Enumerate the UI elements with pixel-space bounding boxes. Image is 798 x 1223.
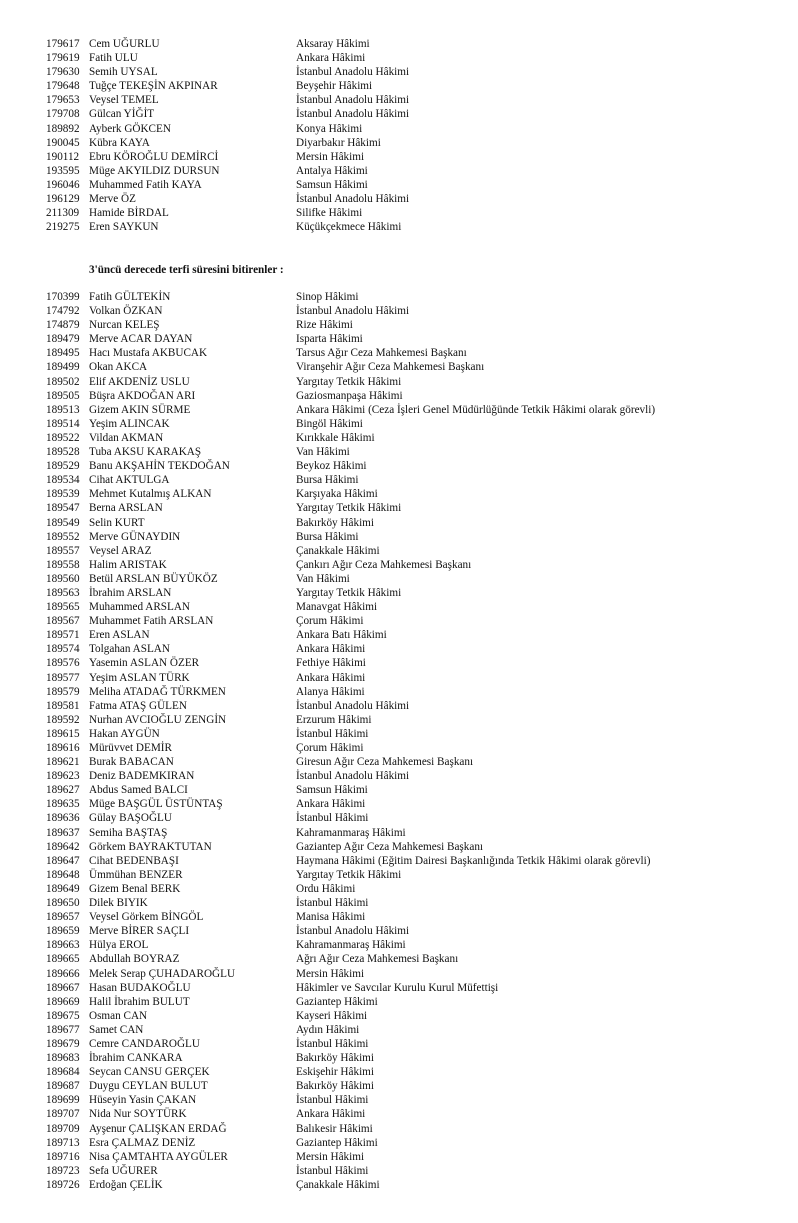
position-title: Çorum Hâkimi [296, 615, 364, 628]
position-title: Diyarbakır Hâkimi [296, 136, 381, 149]
position-title: Çankırı Ağır Ceza Mahkemesi Başkanı [296, 558, 472, 571]
position-title: Bakırköy Hâkimi [296, 516, 374, 529]
registry-number: 189581 [46, 699, 80, 712]
registry-number: 189528 [46, 446, 80, 459]
registry-number: 189663 [46, 939, 80, 952]
person-name: Eren ASLAN [89, 629, 150, 642]
position-title: Ağrı Ağır Ceza Mahkemesi Başkanı [296, 953, 459, 966]
person-name: Muhammed ARSLAN [89, 601, 190, 614]
registry-number: 189669 [46, 995, 80, 1008]
registry-number: 196129 [46, 193, 80, 206]
registry-number: 189623 [46, 770, 80, 783]
registry-number: 189547 [46, 502, 80, 515]
position-title: İstanbul Anadolu Hâkimi [296, 770, 410, 783]
position-title: İstanbul Anadolu Hâkimi [296, 108, 410, 121]
registry-number: 189505 [46, 389, 80, 402]
person-name: Ayşenur ÇALIŞKAN ERDAĞ [89, 1122, 227, 1135]
registry-number: 189513 [46, 403, 80, 416]
position-title: İstanbul Hâkimi [296, 812, 369, 825]
person-name: Muhammet Fatih ARSLAN [89, 615, 214, 628]
registry-number: 189667 [46, 981, 80, 994]
person-name: Sefa UĞURER [89, 1164, 158, 1177]
registry-number: 189684 [46, 1066, 80, 1079]
person-name: Volkan ÖZKAN [89, 305, 163, 318]
person-name: Meliha ATADAĞ TÜRKMEN [89, 685, 226, 698]
position-title: İstanbul Hâkimi [296, 897, 369, 910]
registry-number: 189687 [46, 1080, 80, 1093]
registry-number: 189576 [46, 657, 80, 670]
position-title: Silifke Hâkimi [296, 207, 363, 220]
position-title: Ankara Batı Hâkimi [296, 629, 387, 642]
registry-number: 189552 [46, 530, 80, 543]
position-title: Samsun Hâkimi [296, 784, 368, 797]
registry-number: 189522 [46, 431, 80, 444]
registry-number: 189647 [46, 854, 80, 867]
person-name: Fatma ATAŞ GÜLEN [89, 699, 187, 712]
position-title: Ordu Hâkimi [296, 882, 356, 895]
position-title: Eskişehir Hâkimi [296, 1066, 374, 1079]
registry-number: 179617 [46, 38, 80, 50]
position-title: Çanakkale Hâkimi [296, 544, 380, 557]
person-name: Tuğçe TEKEŞİN AKPINAR [89, 80, 218, 93]
position-title: Konya Hâkimi [296, 122, 363, 135]
position-title: Mersin Hâkimi [296, 1150, 365, 1163]
position-title: Gaziantep Ağır Ceza Mahkemesi Başkanı [296, 840, 484, 853]
person-name: Mehmet Kutalmış ALKAN [89, 488, 212, 501]
person-name: Veysel ARAZ [89, 544, 152, 557]
registry-number: 189709 [46, 1122, 80, 1135]
registry-number: 189557 [46, 544, 80, 557]
registry-number: 189677 [46, 1023, 80, 1036]
person-name: Ebru KÖROĞLU DEMİRCİ [89, 150, 219, 163]
position-title: Gaziantep Hâkimi [296, 995, 378, 1008]
person-name: Dilek BIYIK [89, 897, 148, 910]
registry-number: 189529 [46, 460, 80, 473]
registry-number: 174792 [46, 305, 80, 318]
position-title: Kahramanmaraş Hâkimi [296, 826, 406, 839]
registry-number: 189571 [46, 629, 80, 642]
registry-number: 189563 [46, 586, 80, 599]
registry-number: 189642 [46, 840, 80, 853]
position-title: İstanbul Hâkimi [296, 727, 369, 740]
position-title: Manavgat Hâkimi [296, 601, 378, 614]
person-name: Tolgahan ASLAN [89, 643, 170, 656]
person-name: Kübra KAYA [89, 136, 150, 149]
person-name: Halim ARISTAK [89, 558, 167, 571]
person-name: Gülay BAŞOĞLU [89, 812, 172, 825]
registry-number: 189636 [46, 812, 80, 825]
position-title: Kırıkkale Hâkimi [296, 431, 375, 444]
position-title: Erzurum Hâkimi [296, 713, 372, 726]
position-title: Samsun Hâkimi [296, 178, 368, 191]
person-name: Cihat AKTULGA [89, 474, 170, 487]
person-name: Muhammed Fatih KAYA [89, 178, 202, 191]
position-title: Bingöl Hâkimi [296, 417, 363, 430]
position-title: Viranşehir Ağır Ceza Mahkemesi Başkanı [296, 361, 485, 374]
position-title: Yargıtay Tetkik Hâkimi [296, 868, 402, 881]
registry-number: 189666 [46, 967, 80, 980]
person-name: Hülya EROL [89, 939, 149, 952]
registry-number: 189616 [46, 742, 80, 754]
person-name: Deniz BADEMKIRAN [89, 770, 195, 783]
position-title: İstanbul Anadolu Hâkimi [296, 699, 410, 712]
person-name: Nisa ÇAMTAHTA AYGÜLER [89, 1150, 228, 1163]
registry-number: 219275 [46, 221, 80, 234]
registry-number: 189723 [46, 1164, 80, 1177]
position-title: İstanbul Hâkimi [296, 1094, 369, 1107]
position-title: Bursa Hâkimi [296, 530, 359, 543]
position-title: Isparta Hâkimi [296, 333, 363, 346]
person-name: Erdoğan ÇELİK [89, 1178, 163, 1191]
position-title: Giresun Ağır Ceza Mahkemesi Başkanı [296, 756, 474, 769]
position-title: İstanbul Hâkimi [296, 1164, 369, 1177]
person-name: Halil İbrahim BULUT [89, 995, 190, 1008]
person-name: Hüseyin Yasin ÇAKAN [89, 1094, 197, 1107]
registry-number: 211309 [46, 207, 80, 220]
registry-number: 189675 [46, 1009, 80, 1022]
position-title: Bakırköy Hâkimi [296, 1052, 374, 1065]
position-title: Alanya Hâkimi [296, 685, 365, 698]
position-title: Antalya Hâkimi [296, 164, 368, 177]
registry-number: 189683 [46, 1052, 80, 1065]
position-title: Küçükçekmece Hâkimi [296, 221, 402, 234]
registry-number: 189534 [46, 474, 80, 487]
person-name: Merve ÖZ [89, 193, 136, 206]
person-name: Yeşim ASLAN TÜRK [89, 671, 190, 684]
person-name: Hakan AYGÜN [89, 727, 160, 740]
position-title: Van Hâkimi [296, 572, 350, 585]
registry-number: 189514 [46, 417, 80, 430]
registry-number: 196046 [46, 178, 80, 191]
position-title: Çorum Hâkimi [296, 742, 364, 754]
position-title: Rize Hâkimi [296, 319, 353, 332]
person-name: Cihat BEDENBAŞI [89, 854, 179, 867]
person-name: Cemre CANDAROĞLU [89, 1037, 200, 1050]
registry-number: 189579 [46, 685, 80, 698]
position-title: Fethiye Hâkimi [296, 657, 366, 670]
position-title: İstanbul Anadolu Hâkimi [296, 925, 410, 938]
person-name: Osman CAN [89, 1009, 148, 1022]
person-name: Berna ARSLAN [89, 502, 163, 515]
registry-number: 190045 [46, 136, 80, 149]
person-name: Ümmühan BENZER [89, 868, 183, 881]
person-name: Müge AKYILDIZ DURSUN [89, 164, 220, 177]
registry-number: 189577 [46, 671, 80, 684]
person-name: Seycan CANSU GERÇEK [89, 1066, 210, 1079]
person-name: Selin KURT [89, 516, 145, 529]
registry-number: 189567 [46, 615, 80, 628]
position-title: Karşıyaka Hâkimi [296, 488, 378, 501]
registry-number: 189479 [46, 333, 80, 346]
registry-number: 189726 [46, 1178, 80, 1191]
person-name: Gizem Benal BERK [89, 882, 181, 895]
person-name: Betül ARSLAN BÜYÜKÖZ [89, 572, 218, 585]
registry-number: 179653 [46, 94, 80, 107]
registry-number: 193595 [46, 164, 80, 177]
person-name: Mürüvvet DEMİR [89, 742, 172, 754]
position-title: Beyşehir Hâkimi [296, 80, 373, 93]
person-name: Okan AKCA [89, 361, 148, 374]
registry-number: 189574 [46, 643, 80, 656]
position-title: Mersin Hâkimi [296, 150, 365, 163]
registry-number: 189558 [46, 558, 80, 571]
registry-number: 189621 [46, 756, 80, 769]
registry-number: 189699 [46, 1094, 80, 1107]
person-name: Hacı Mustafa AKBUCAK [89, 347, 208, 360]
position-title: Yargıtay Tetkik Hâkimi [296, 375, 402, 388]
person-name: Nida Nur SOYTÜRK [89, 1108, 187, 1121]
registry-number: 189657 [46, 911, 80, 924]
person-name: Merve BİRER SAÇLI [89, 925, 190, 938]
person-name: Semiha BAŞTAŞ [89, 826, 168, 839]
registry-number: 189649 [46, 882, 80, 895]
position-title: Kayseri Hâkimi [296, 1009, 368, 1022]
position-title: Haymana Hâkimi (Eğitim Dairesi Başkanlığında Tetkik Hâkimi olarak görevli) [296, 854, 651, 867]
registry-number: 189637 [46, 826, 80, 839]
registry-number: 189713 [46, 1136, 80, 1149]
position-title: Beykoz Hâkimi [296, 460, 367, 473]
person-name: İbrahim CANKARA [89, 1052, 183, 1065]
position-title: Gaziosmanpaşa Hâkimi [296, 389, 403, 402]
registry-number: 179708 [46, 108, 80, 121]
person-name: Nurhan AVCIOĞLU ZENGİN [89, 713, 227, 726]
person-name: Abdullah BOYRAZ [89, 953, 180, 966]
person-name: Melek Serap ÇUHADAROĞLU [89, 967, 236, 980]
person-name: İbrahim ARSLAN [89, 586, 172, 599]
person-name: Büşra AKDOĞAN ARI [89, 389, 196, 402]
position-title: Ankara Hâkimi [296, 643, 366, 656]
person-name: Elif AKDENİZ USLU [89, 375, 190, 388]
person-name: Semih UYSAL [89, 66, 158, 79]
position-title: Aksaray Hâkimi [296, 38, 370, 50]
person-name: Görkem BAYRAKTUTAN [89, 840, 212, 853]
person-name: Ayberk GÖKCEN [89, 122, 171, 135]
registry-number: 189499 [46, 361, 80, 374]
position-title: Manisa Hâkimi [296, 911, 366, 924]
person-name: Hasan BUDAKOĞLU [89, 981, 191, 994]
person-name: Abdus Samed BALCI [89, 784, 188, 797]
person-name: Merve GÜNAYDIN [89, 530, 181, 543]
position-title: İstanbul Hâkimi [296, 1037, 369, 1050]
person-name: Eren SAYKUN [89, 221, 159, 234]
person-name: Müge BAŞGÜL ÜSTÜNTAŞ [89, 798, 223, 811]
registry-number: 179619 [46, 52, 80, 65]
position-title: Ankara Hâkimi (Ceza İşleri Genel Müdürlüğünde Tetkik Hâkimi olarak görevli) [296, 403, 656, 416]
position-title: Ankara Hâkimi [296, 671, 366, 684]
position-title: Balıkesir Hâkimi [296, 1122, 373, 1135]
person-name: Hamide BİRDAL [89, 207, 169, 220]
registry-number: 179630 [46, 66, 80, 79]
position-title: Sinop Hâkimi [296, 291, 359, 303]
registry-number: 189539 [46, 488, 80, 501]
position-title: Tarsus Ağır Ceza Mahkemesi Başkanı [296, 347, 467, 360]
registry-number: 189648 [46, 868, 80, 881]
registry-number: 189565 [46, 601, 80, 614]
position-title: Çanakkale Hâkimi [296, 1178, 380, 1191]
registry-number: 190112 [46, 150, 80, 163]
registry-number: 170399 [46, 291, 80, 303]
registry-number: 189627 [46, 784, 80, 797]
registry-number: 189650 [46, 897, 80, 910]
person-name: Gülcan YİĞİT [89, 108, 155, 121]
person-name: Yeşim ALINCAK [89, 417, 170, 430]
position-title: İstanbul Anadolu Hâkimi [296, 66, 410, 79]
position-title: Aydın Hâkimi [296, 1023, 360, 1036]
registry-number: 189549 [46, 516, 80, 529]
position-title: Bakırköy Hâkimi [296, 1080, 374, 1093]
registry-number: 189635 [46, 798, 80, 811]
person-name: Veysel Görkem BİNGÖL [89, 911, 204, 924]
person-name: Duygu CEYLAN BULUT [89, 1080, 208, 1093]
registry-number: 189560 [46, 572, 80, 585]
registry-number: 174879 [46, 319, 80, 332]
registry-number: 189502 [46, 375, 80, 388]
position-title: İstanbul Anadolu Hâkimi [296, 193, 410, 206]
position-title: Mersin Hâkimi [296, 967, 365, 980]
person-name: Fatih GÜLTEKİN [89, 291, 171, 303]
person-name: Merve ACAR DAYAN [89, 333, 193, 346]
position-title: İstanbul Anadolu Hâkimi [296, 94, 410, 107]
person-name: Burak BABACAN [89, 756, 174, 769]
section-heading: 3'üncü derecede terfi süresini bitirenler : [89, 264, 284, 276]
person-name: Fatih ULU [89, 52, 138, 65]
person-name: Yasemin ASLAN ÖZER [89, 657, 200, 670]
registry-number: 189495 [46, 347, 80, 360]
registry-number: 189679 [46, 1037, 80, 1050]
registry-number: 189615 [46, 727, 80, 740]
person-name: Cem UĞURLU [89, 38, 160, 50]
person-name: Nurcan KELEŞ [89, 319, 160, 332]
position-title: Yargıtay Tetkik Hâkimi [296, 586, 402, 599]
registry-number: 189716 [46, 1150, 80, 1163]
person-name: Samet CAN [89, 1023, 144, 1036]
position-title: Yargıtay Tetkik Hâkimi [296, 502, 402, 515]
position-title: İstanbul Anadolu Hâkimi [296, 305, 410, 318]
position-title: Ankara Hâkimi [296, 1108, 366, 1121]
person-name: Gizem AKIN SÜRME [89, 403, 191, 416]
registry-number: 189659 [46, 925, 80, 938]
position-title: Van Hâkimi [296, 446, 350, 459]
person-name: Banu AKŞAHİN TEKDOĞAN [89, 460, 230, 473]
registry-number: 179648 [46, 80, 80, 93]
position-title: Ankara Hâkimi [296, 52, 366, 65]
position-title: Bursa Hâkimi [296, 474, 359, 487]
person-name: Tuba AKSU KARAKAŞ [89, 446, 202, 459]
registry-number: 189707 [46, 1108, 80, 1121]
position-title: Gaziantep Hâkimi [296, 1136, 378, 1149]
position-title: Hâkimler ve Savcılar Kurulu Kurul Müfettişi [296, 981, 499, 994]
person-name: Veysel TEMEL [89, 94, 159, 107]
person-name: Esra ÇALMAZ DENİZ [89, 1136, 196, 1149]
person-name: Vildan AKMAN [89, 431, 164, 444]
registry-number: 189665 [46, 953, 80, 966]
registry-number: 189592 [46, 713, 80, 726]
position-title: Ankara Hâkimi [296, 798, 366, 811]
position-title: Kahramanmaraş Hâkimi [296, 939, 406, 952]
registry-number: 189892 [46, 122, 80, 135]
